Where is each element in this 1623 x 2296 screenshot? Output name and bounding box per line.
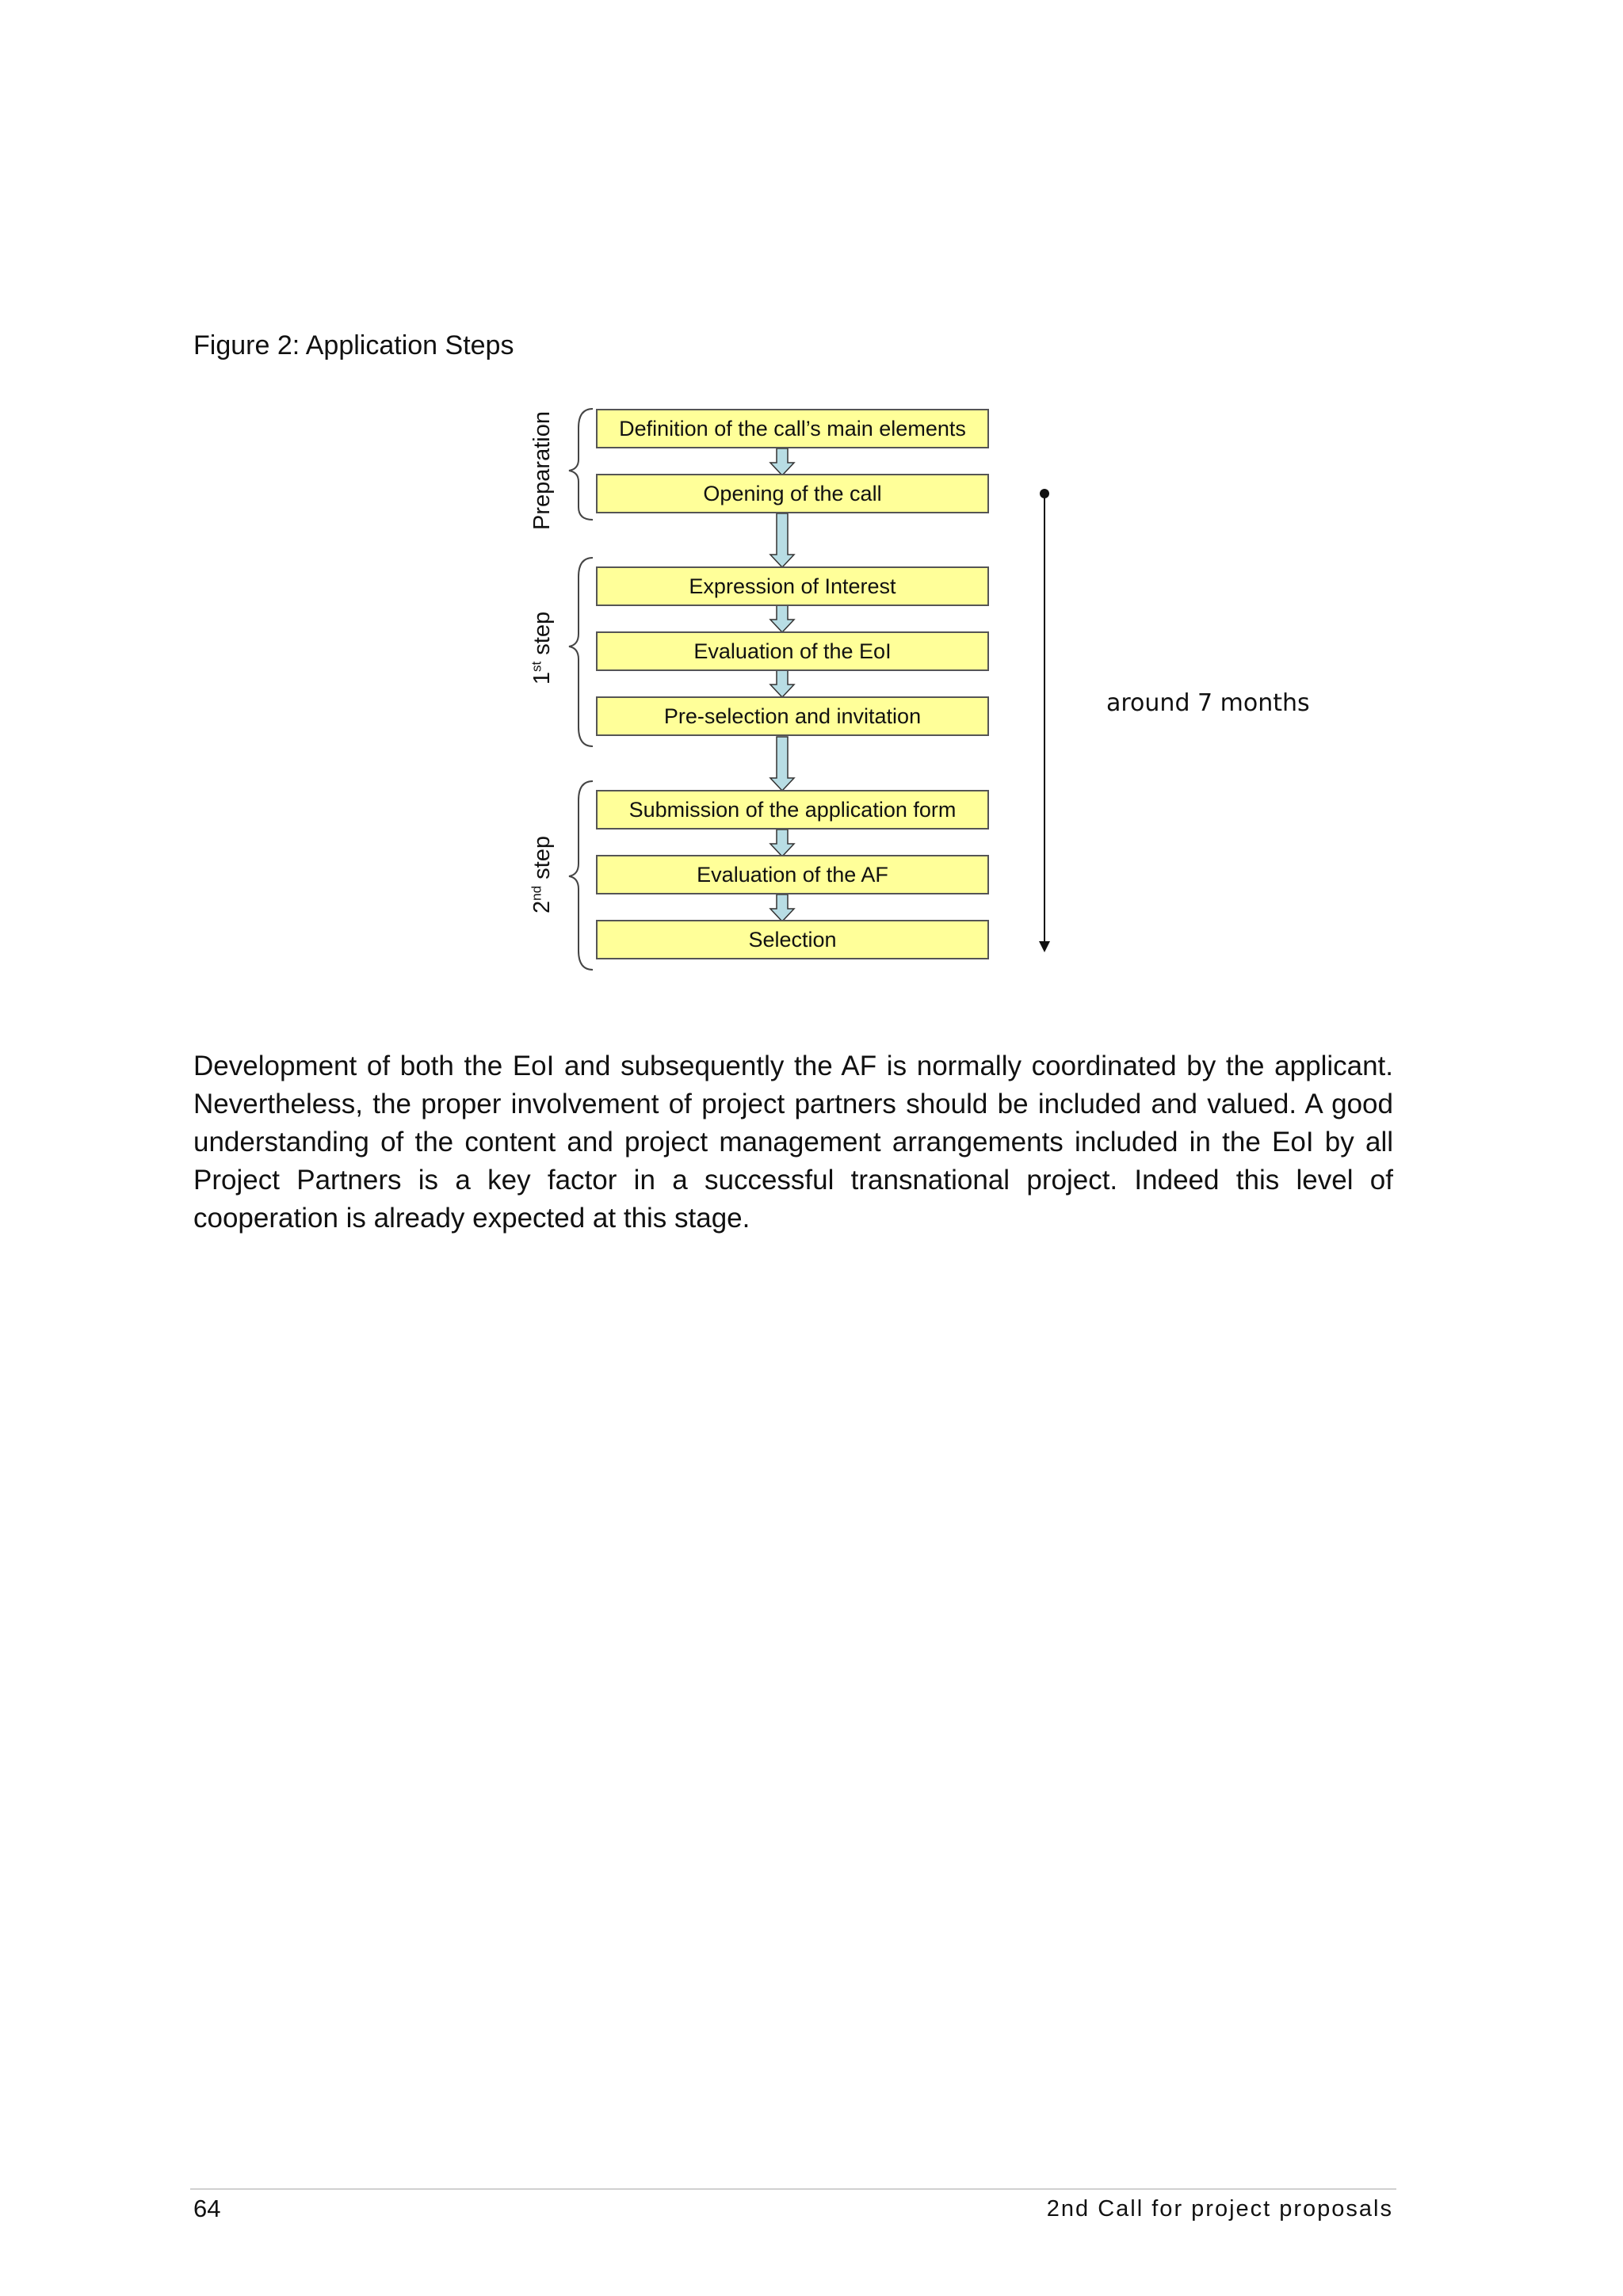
duration-label: around 7 months — [1106, 689, 1310, 717]
step-box-preselection: Pre-selection and invitation — [596, 696, 989, 736]
arrow-preparation-to-first — [770, 513, 794, 567]
arrow-step1-step2 — [770, 448, 794, 475]
step-box-opening-call: Opening of the call — [596, 474, 989, 513]
step-box-call-definition: Definition of the call’s main elements — [596, 409, 989, 448]
page-number: 64 — [193, 2195, 221, 2222]
arrow-step3-step4 — [770, 605, 794, 632]
arrow-step6-step7 — [770, 830, 794, 856]
arrow-step4-step5 — [770, 670, 794, 697]
step-box-eoi-evaluation: Evaluation of the EoI — [596, 631, 989, 671]
phase-label-first-step: 1st step — [529, 611, 555, 685]
first-step-brace — [569, 558, 593, 746]
step-box-af-evaluation: Evaluation of the AF — [596, 855, 989, 894]
step-box-expression-of-interest: Expression of Interest — [596, 566, 989, 606]
body-paragraph: Development of both the EoI and subsequently the AF is normally coordinated by the applicant. Nevertheless, the proper involvement of project partners should be included and valued. A good understanding of the content and project management arrangements included in the EoI by all Project Partners is a key factor in a successful transnational project. Indeed this level of cooperation is already expected at this stage. — [193, 1051, 1393, 1234]
step-box-application-form: Submission of the application form — [596, 790, 989, 830]
arrow-step7-step8 — [770, 894, 794, 921]
phase-label-preparation: Preparation — [529, 411, 555, 530]
second-step-brace — [569, 781, 593, 970]
step-box-selection: Selection — [596, 920, 989, 959]
footer-document-title: 2nd Call for project proposals — [1046, 2196, 1393, 2222]
arrow-first-to-second — [770, 737, 794, 791]
phase-label-second-step: 2nd step — [529, 836, 555, 913]
figure-caption: Figure 2: Application Steps — [193, 330, 514, 360]
preparation-brace — [569, 409, 593, 520]
footer-divider — [190, 2188, 1396, 2190]
duration-arrowhead — [1039, 941, 1050, 952]
